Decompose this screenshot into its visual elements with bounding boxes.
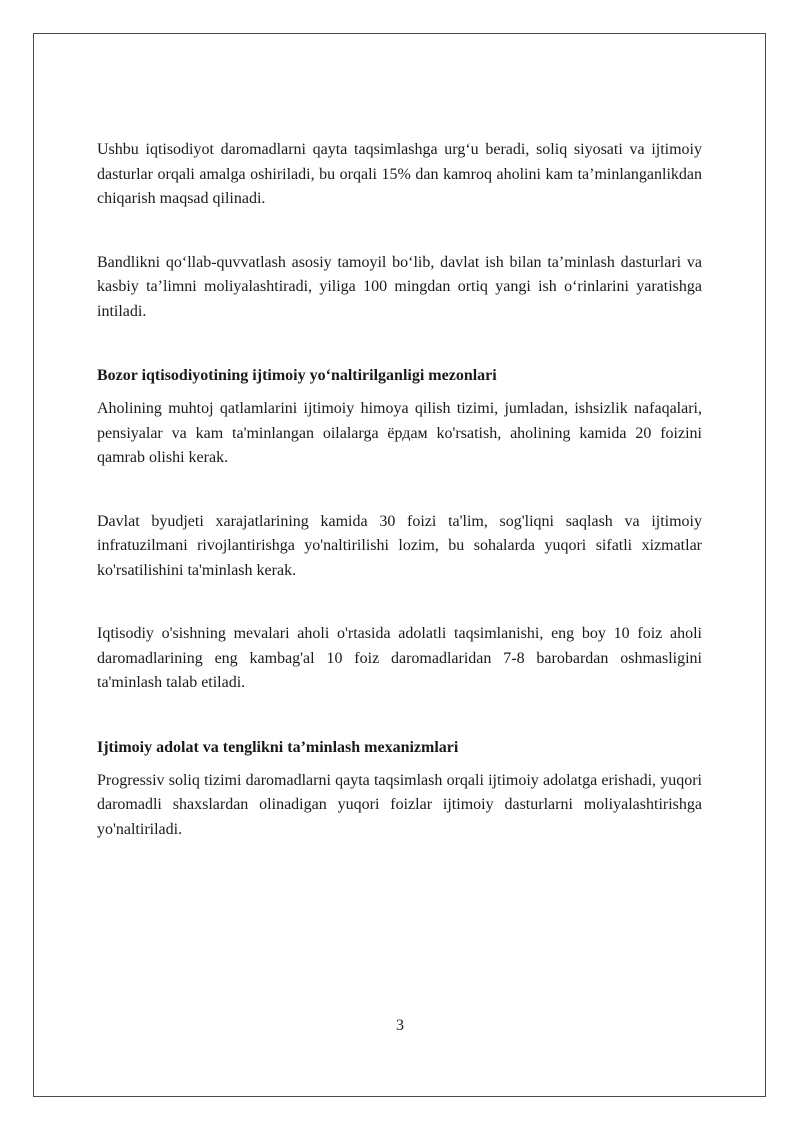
paragraph-budget: Davlat byudjeti xarajatlarining kamida 30 foizi ta'lim, sog'liqni saqlash va ijtimoiy infratuzilmani rivojlantirishga yo'naltirilishi lozim, bu sohalarda yuqori sifatli xizmatlar ko'rsatilishini ta'minlash kerak.	[97, 512, 702, 579]
paragraph-growth-distribution: Iqtisodiy o'sishning mevalari aholi o'rtasida adolatli taqsimlanishi, eng boy 10 foiz aholi daromadlarining eng kambag'al 10 foiz daromadlaridan 7-8 barobardan oshmasligini ta'minlash talab etiladi.	[97, 625, 702, 691]
document-body	[97, 138, 702, 842]
paragraph-social-protection: Aholining muhtoj qatlamlarini ijtimoiy himoya qilish tizimi, jumladan, ishsizlik nafaqalari, pensiyalar va kam ta'minlangan oilalarga ёрдам ko'rsatish, aholining kamida 20 foizini qamrab olishi kerak.	[97, 400, 702, 466]
paragraph-progressive-tax: Progressiv soliq tizimi daromadlarni qayta taqsimlash orqali ijtimoiy adolatga erishadi, yuqori daromadli shaxslardan olinadigan yuqori foizlar ijtimoiy dasturlarni moliyalashtirishga yo'naltiriladi.	[97, 771, 702, 838]
paragraph-redistribution: Ushbu iqtisodiyot daromadlarni qayta taqsimlashga urg‘u beradi, soliq siyosati va ijtimoiy dasturlar orqali amalga oshiriladi, bu orqali 15% dan kamroq aholini kam ta’minlanganlikdan chiqarish maqsad qilinadi.	[97, 141, 702, 207]
paragraph-employment: Bandlikni qo‘llab-quvvatlash asosiy tamoyil bo‘lib, davlat ish bilan ta’minlash dasturlari va kasbiy ta’limni moliyalashtiradi, yiliga 100 mingdan ortiq yangi ish o‘rinlarini yaratishga intiladi.	[97, 253, 702, 320]
section-heading-mechanisms: Ijtimoiy adolat va tenglikni ta’minlash mexanizmlari	[97, 738, 459, 756]
page-number: 3	[396, 1017, 404, 1034]
section-heading-criteria: Bozor iqtisodiyotining ijtimoiy yo‘naltirilganligi mezonlari	[97, 367, 497, 384]
